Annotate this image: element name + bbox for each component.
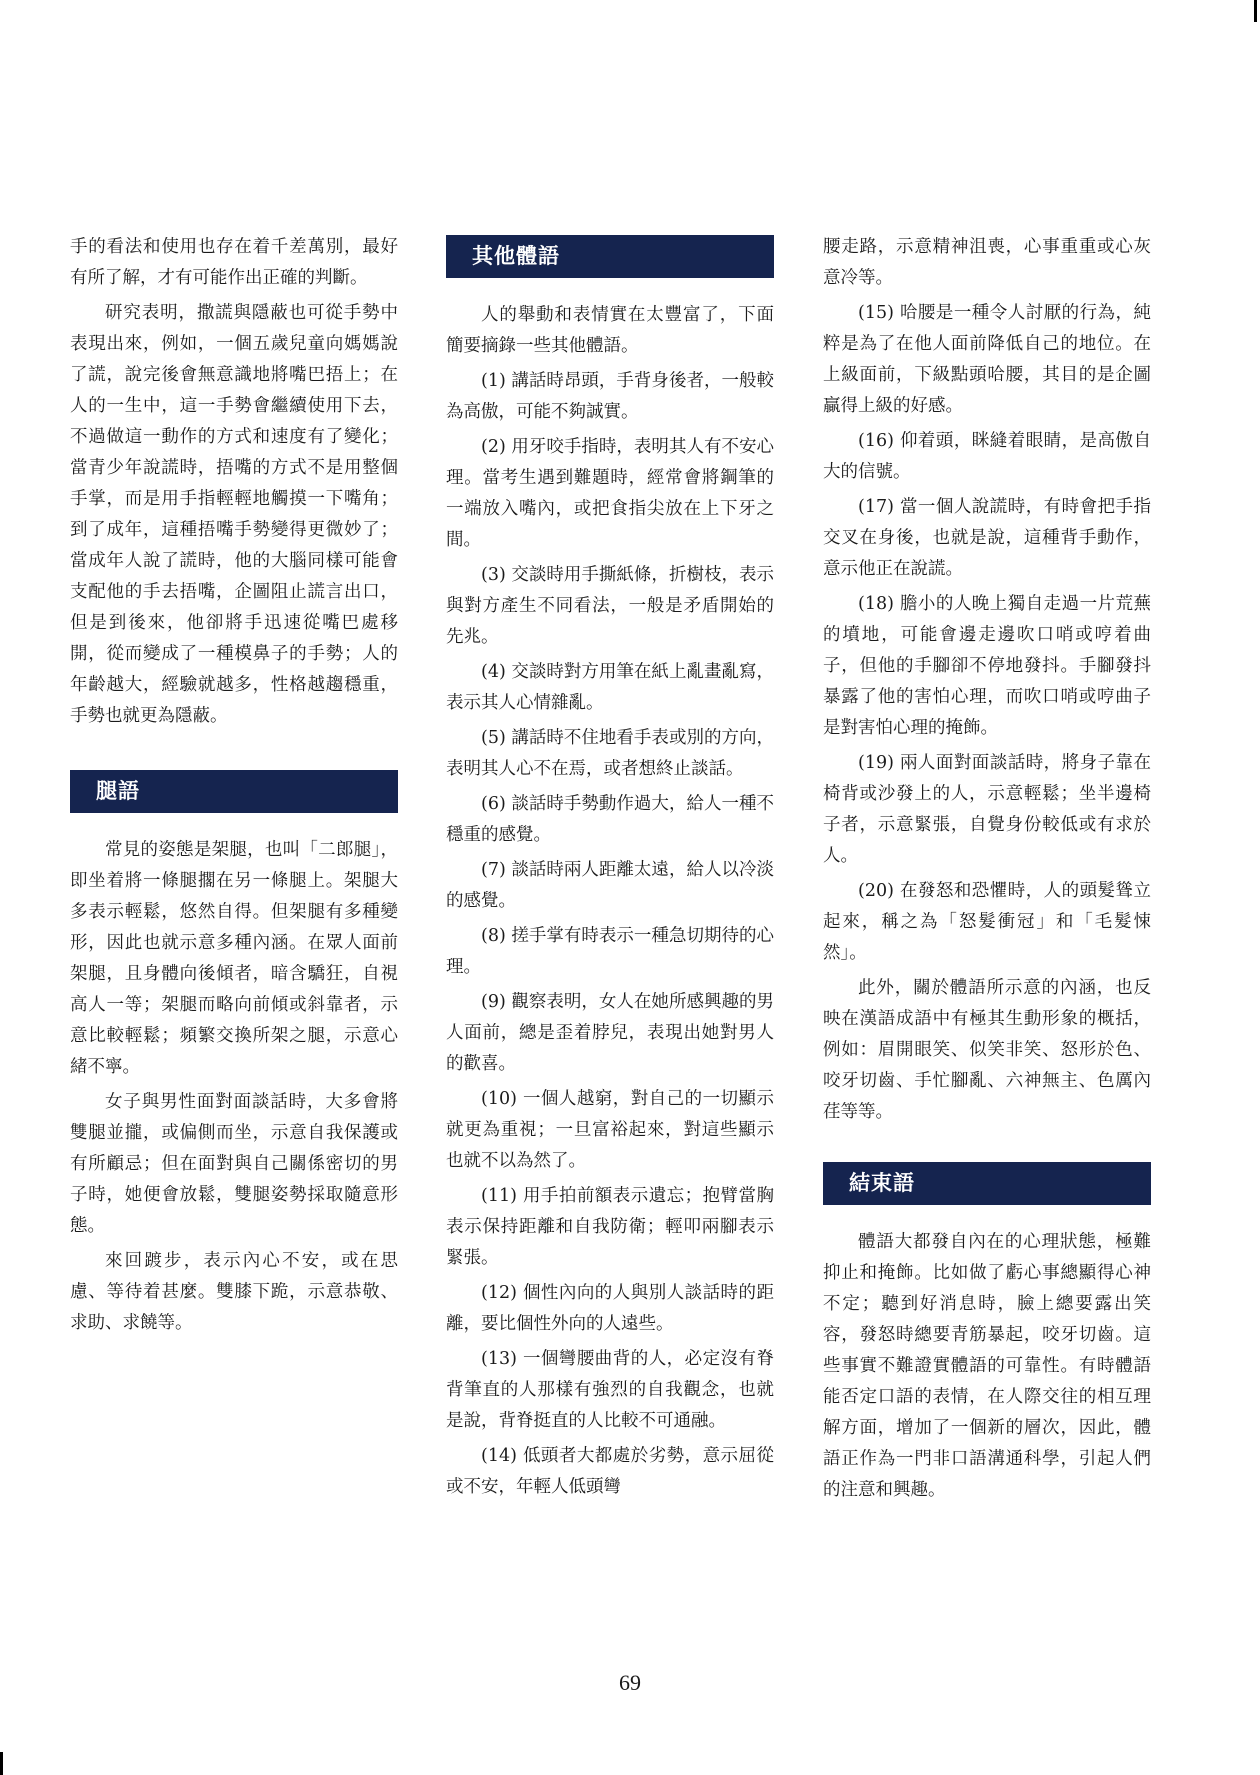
section-heading-other-body-language: 其他體語 (446, 235, 774, 278)
paragraph: 女子與男性面對面談話時，大多會將雙腿並攏，或偏側而坐，示意自我保護或有所顧忌；但在面對與自己關係密切的男子時，她便會放鬆，雙腿姿勢採取隨意形態。 (70, 1092, 398, 1236)
section-heading-leg-language: 腿語 (70, 770, 398, 813)
list-item: (19) 兩人面對面談話時，將身子靠在椅背或沙發上的人，示意輕鬆；坐半邊椅子者，示意緊張，自覺身份較低或有求於人。 (823, 753, 1151, 866)
list-item: (2) 用牙咬手指時，表明其人有不安心理。當考生遇到難題時，經常會將鋼筆的一端放入嘴內，或把食指尖放在上下牙之間。 (446, 437, 774, 550)
list-item: (1) 講話時昂頭，手背身後者，一般較為高傲，可能不夠誠實。 (446, 371, 774, 422)
paragraph: 研究表明，撒謊與隱蔽也可從手勢中表現出來，例如，一個五歲兒童向媽媽說了謊，說完後會無意識地將嘴巴捂上；在人的一生中，這一手勢會繼續使用下去，不過做這一動作的方式和速度有了變化；當青少年說謊時，捂嘴的方式不是用整個手掌，而是用手指輕輕地觸摸一下嘴角；到了成年，這種捂嘴手勢變得更微妙了；當成年人說了謊時，他的大腦同樣可能會支配他的手去捂嘴，企圖阻止謊言出口，但是到後來，他卻將手迅速從嘴巴處移開，從而變成了一種模鼻子的手勢；人的年齡越大，經驗就越多，性格越趨穩重，手勢也就更為隱蔽。 (70, 303, 398, 726)
list-item: (10) 一個人越窮，對自己的一切顯示就更為重視；一旦富裕起來，對這些顯示也就不以為然了。 (446, 1089, 774, 1171)
paragraph: 來回踱步，表示內心不安，或在思慮、等待着甚麼。雙膝下跪，示意恭敬、求助、求饒等。 (70, 1251, 398, 1333)
list-item: (8) 搓手掌有時表示一種急切期待的心理。 (446, 926, 774, 977)
list-item: (15) 哈腰是一種令人討厭的行為，純粹是為了在他人面前降低自己的地位。在上級面前，下級點頭哈腰，其目的是企圖贏得上級的好感。 (823, 303, 1151, 416)
page-number: 69 (619, 1670, 641, 1695)
list-item: 腰走路，示意精神沮喪，心事重重或心灰意冷等。 (823, 237, 1151, 288)
list-item: (12) 個性內向的人與別人談話時的距離，要比個性外向的人遠些。 (446, 1283, 774, 1334)
list-item: (6) 談話時手勢動作過大，給人一種不穩重的感覺。 (446, 794, 774, 845)
column-right (823, 232, 1151, 1510)
column-left (70, 232, 398, 1343)
paragraph: 體語大都發自內在的心理狀態，極難抑止和掩飾。比如做了虧心事總顯得心神不定；聽到好消息時，臉上總要露出笑容，發怒時總要青筋暴起，咬牙切齒。這些事實不難證實體語的可靠性。有時體語能否定口語的表情，在人際交往的相互理解方面，增加了一個新的層次，因此，體語正作為一門非口語溝通科學，引起人們的注意和興趣。 (823, 1232, 1151, 1500)
list-item: (7) 談話時兩人距離太遠，給人以冷淡的感覺。 (446, 860, 774, 911)
list-item: (4) 交談時對方用筆在紙上亂畫亂寫，表示其人心情雜亂。 (446, 662, 774, 713)
paragraph: 常見的姿態是架腿，也叫「二郎腿」，即坐着將一條腿擱在另一條腿上。架腿大多表示輕鬆，悠然自得。但架腿有多種變形，因此也就示意多種內涵。在眾人面前架腿，且身體向後傾者，暗含驕狂，自視高人一等；架腿而略向前傾或斜靠者，示意比較輕鬆；頻繁交換所架之腿，示意心緒不寧。 (70, 840, 398, 1077)
list-item: (14) 低頭者大都處於劣勢，意示屈從或不安，年輕人低頭彎 (446, 1446, 774, 1497)
list-item: (13) 一個彎腰曲背的人，必定沒有脊背筆直的人那樣有強烈的自我觀念，也就是說，背脊挺直的人比較不可通融。 (446, 1349, 774, 1431)
scan-edge-mark-top (1254, 0, 1257, 22)
list-item: (5) 講話時不住地看手表或別的方向，表明其人心不在焉，或者想終止談話。 (446, 728, 774, 779)
section-heading-conclusion: 結束語 (823, 1162, 1151, 1205)
list-item: (18) 膽小的人晚上獨自走過一片荒蕪的墳地，可能會邊走邊吹口哨或哼着曲子，但他的手腳卻不停地發抖。手腳發抖暴露了他的害怕心理，而吹口哨或哼曲子是對害怕心理的掩飾。 (823, 594, 1151, 738)
paragraph: 此外，關於體語所示意的內涵，也反映在漢語成語中有極其生動形象的概括，例如：眉開眼笑、似笑非笑、怒形於色、咬牙切齒、手忙腳亂、六神無主、色厲內荏等等。 (823, 978, 1151, 1122)
list-item: (9) 觀察表明，女人在她所感興趣的男人面前，總是歪着脖兒，表現出她對男人的歡喜。 (446, 992, 774, 1074)
list-item: (16) 仰着頭，眯縫着眼睛，是高傲自大的信號。 (823, 431, 1151, 482)
list-item: (17) 當一個人說謊時，有時會把手指交叉在身後，也就是說，這種背手動作，意示他正在說謊。 (823, 497, 1151, 579)
list-item: (3) 交談時用手撕紙條，折樹枝，表示與對方產生不同看法，一般是矛盾開始的先兆。 (446, 565, 774, 647)
list-item: (20) 在發怒和恐懼時，人的頭髮聳立起來，稱之為「怒髮衝冠」和「毛髮悚然」。 (823, 881, 1151, 963)
paragraph: 人的舉動和表情實在太豐富了，下面簡要摘錄一些其他體語。 (446, 305, 774, 356)
list-item: (11) 用手拍前額表示遺忘；抱臂當胸表示保持距離和自我防衛；輕叩兩腳表示緊張。 (446, 1186, 774, 1268)
scan-edge-mark-bottom (0, 1752, 3, 1775)
column-middle (446, 235, 774, 1507)
paragraph: 手的看法和使用也存在着千差萬別，最好有所了解，才有可能作出正確的判斷。 (70, 237, 398, 288)
